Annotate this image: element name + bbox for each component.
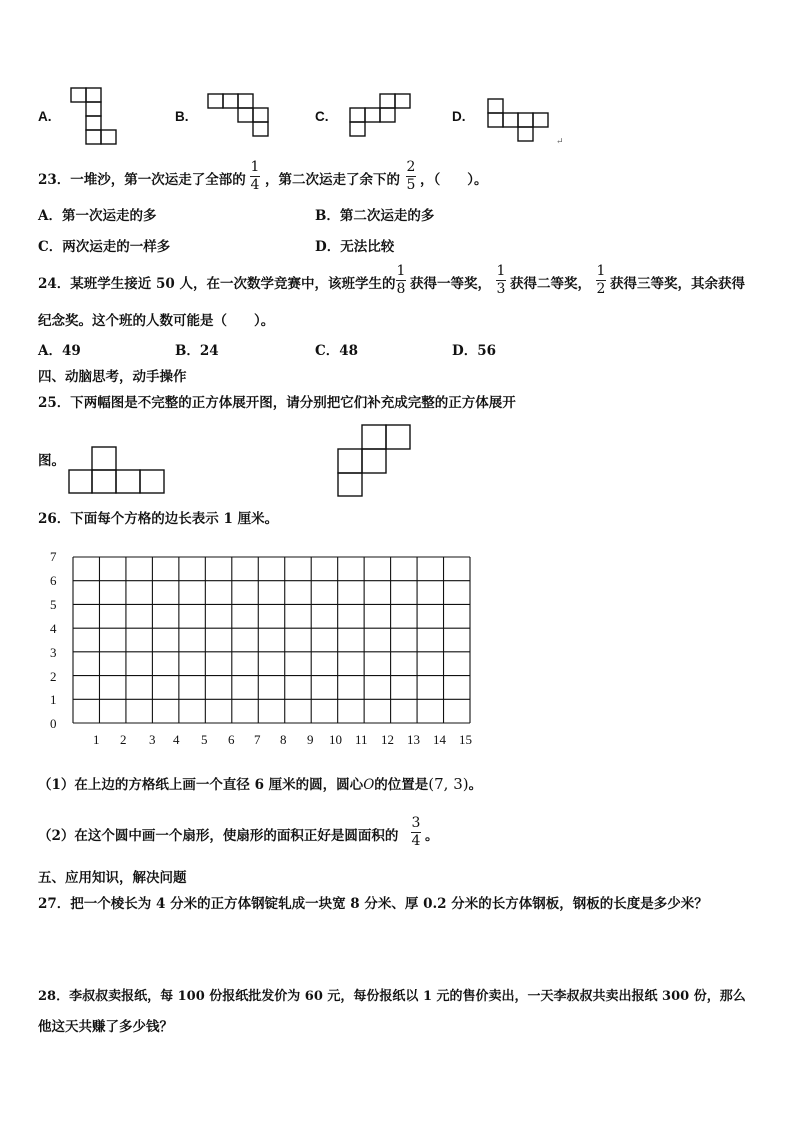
x-label: 10 xyxy=(329,732,342,747)
q22-option-a-label: A. xyxy=(38,109,52,124)
x-label: 14 xyxy=(433,732,446,747)
q23-option-a: A．第一次运走的多 xyxy=(38,208,157,224)
x-label: 9 xyxy=(307,732,314,747)
q26-sub2-frac-num: 3 xyxy=(411,815,421,831)
q26-sub-1 xyxy=(38,775,482,794)
q22-option-b-net xyxy=(207,93,269,139)
x-label: 1 xyxy=(93,732,100,747)
x-label: 3 xyxy=(149,732,156,747)
x-label: 15 xyxy=(459,732,472,747)
q24-frac1-num: 1 xyxy=(396,263,406,279)
q24-option-d: D．56 xyxy=(452,343,496,359)
q22-option-c-net xyxy=(349,93,411,139)
q22-option-d-net xyxy=(487,98,549,144)
q26-sub1-position: (7, 3) xyxy=(428,775,469,793)
paragraph-mark-icon: ↵ xyxy=(556,137,564,147)
q22-option-d-label: D. xyxy=(452,109,466,124)
q24-fraction-2 xyxy=(496,264,506,297)
q23-text-b: ，第二次运走了余下的 xyxy=(265,172,400,188)
q24-fraction-1 xyxy=(396,264,406,297)
q28-line-2: 他这天共赚了多少钱？ xyxy=(38,1019,173,1035)
q24-frac2-den: 3 xyxy=(496,281,506,297)
section-5-heading: 五、应用知识，解决问题 xyxy=(38,870,187,886)
q23-frac1-num: 1 xyxy=(250,159,260,175)
q23-text-c: ，（ ）。 xyxy=(420,172,488,188)
q26-sub1-text-c: 。 xyxy=(468,777,483,793)
y-label: 1 xyxy=(50,692,57,707)
q23-frac1-den: 4 xyxy=(250,177,260,193)
q28-line-1: 28．李叔叔卖报纸，每 100 份报纸批发价为 60 元，每份报纸以 1 元的售价卖出，一天李叔叔共卖出报纸 300 份，那么 xyxy=(38,989,746,1004)
q24-frac3-den: 2 xyxy=(596,281,606,297)
x-label: 6 xyxy=(228,732,235,747)
q24-text-a: 24．某班学生接近 50 人，在一次数学竞赛中，该班学生的 xyxy=(38,276,396,292)
y-label: 2 xyxy=(50,669,57,684)
q26-sub1-text-b: 的位置是 xyxy=(374,777,429,793)
q25-net-left xyxy=(68,446,166,496)
x-label: 8 xyxy=(280,732,287,747)
q23-option-d: D．无法比较 xyxy=(315,239,395,255)
question-27: 27．把一个棱长为 4 分米的正方体钢锭轧成一块宽 8 分米、厚 0.2 分米的长方体钢板，钢板的长度是多少米？ xyxy=(38,896,708,912)
q24-frac2-num: 1 xyxy=(496,263,506,279)
q26-sub2-text-c: 。 xyxy=(425,828,439,844)
x-label: 4 xyxy=(173,732,180,747)
q24-text-d: 获得三等奖，其余获得 xyxy=(610,276,745,292)
q26-sub1-center-o: O xyxy=(363,777,375,793)
q23-frac2-den: 5 xyxy=(406,177,416,193)
y-label: 5 xyxy=(50,597,57,612)
q23-fraction-1 xyxy=(250,160,260,193)
y-label: 3 xyxy=(50,645,57,660)
q24-fraction-3 xyxy=(596,264,606,297)
x-label: 7 xyxy=(254,732,261,747)
q23-option-c: C．两次运走的一样多 xyxy=(38,239,171,255)
y-label: 0 xyxy=(50,716,57,731)
q25-line-2: 图。 xyxy=(38,453,65,469)
q26-sub1-text-a: （1）在上边的方格纸上画一个直径 6 厘米的圆，圆心 xyxy=(38,777,364,793)
y-label: 6 xyxy=(50,573,57,588)
q23-frac2-num: 2 xyxy=(406,159,416,175)
q25-net-right xyxy=(337,424,413,498)
q23-fraction-2 xyxy=(406,160,416,193)
section-4-heading: 四、动脑思考，动手操作 xyxy=(38,369,187,385)
x-label: 13 xyxy=(407,732,420,747)
q24-line-2: 纪念奖。这个班的人数可能是（ ）。 xyxy=(38,313,275,329)
q24-text-c: 获得二等奖， xyxy=(510,276,591,292)
q22-option-b-label: B. xyxy=(175,109,189,124)
x-label: 12 xyxy=(381,732,394,747)
q24-frac3-num: 1 xyxy=(596,263,606,279)
y-label: 7 xyxy=(50,549,57,564)
q24-option-c: C．48 xyxy=(315,343,359,359)
q24-option-b: B．24 xyxy=(175,343,219,359)
x-label: 5 xyxy=(201,732,208,747)
y-label: 4 xyxy=(50,621,57,636)
q24-text-b: 获得一等奖， xyxy=(410,276,491,292)
q23-option-b: B．第二次运走的多 xyxy=(315,208,435,224)
q24-option-a: A．49 xyxy=(38,343,81,359)
q24-frac1-den: 8 xyxy=(396,281,406,297)
q22-option-a-net xyxy=(70,87,118,147)
q26-sub2-text-a: （2）在这个圆中画一个扇形，使扇形的面积正好是圆面积的 xyxy=(38,828,399,844)
grid-paper xyxy=(72,556,472,726)
q23-text-a: 23．一堆沙，第一次运走了全部的 xyxy=(38,172,246,188)
q22-option-c-label: C. xyxy=(315,109,329,124)
x-label: 2 xyxy=(120,732,127,747)
q25-line-1: 25．下两幅图是不完整的正方体展开图，请分别把它们补充成完整的正方体展开 xyxy=(38,395,516,411)
x-label: 11 xyxy=(355,732,368,747)
q26-sub2-fraction xyxy=(411,816,421,849)
q26-title: 26．下面每个方格的边长表示 1 厘米。 xyxy=(38,511,279,527)
q26-sub2-frac-den: 4 xyxy=(411,833,421,849)
